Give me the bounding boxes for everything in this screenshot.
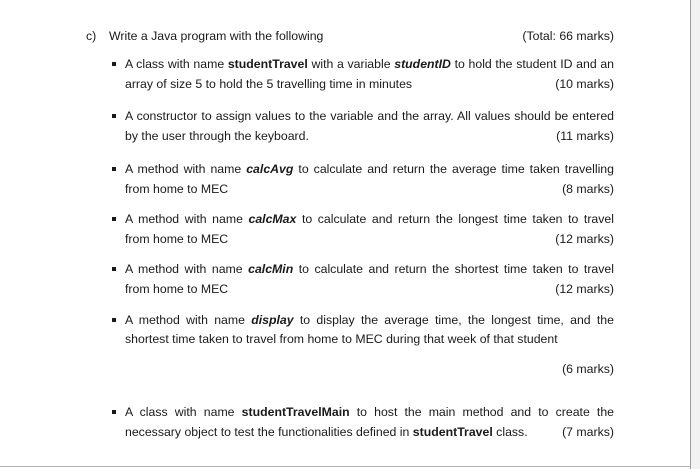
item-line-1: A method with name calcMin to calculate and return the shortest time taken to travel (125, 262, 614, 276)
bullet-icon (112, 62, 116, 66)
item-line-2: from home to MEC (125, 182, 229, 196)
item-line-2: shortest time taken to travel from home to MEC during that week of that student (125, 332, 558, 346)
item-line-1: A class with name studentTravel with a variable studentID to hold the student ID and an (125, 57, 615, 71)
requirement-item-6 (112, 313, 614, 377)
item-marks: (8 marks) (562, 182, 614, 196)
bullet-icon (112, 410, 116, 414)
bullet-icon (112, 114, 116, 118)
item-marks: (12 marks) (555, 282, 614, 296)
bullet-icon (112, 318, 116, 322)
item-line-2: from home to MEC (125, 232, 229, 246)
question-intro: Write a Java program with the following (109, 29, 324, 43)
item-line-1: A method with name display to display the average time, the longest time, and the (125, 313, 614, 327)
item-line-2: array of size 5 to hold the 5 travelling time in minutes (125, 77, 413, 91)
item-line-2: by the user through the keyboard. (125, 129, 309, 143)
question-header (86, 29, 614, 45)
requirement-item-5 (112, 262, 614, 298)
scrollbar-track[interactable] (691, 0, 700, 469)
item-line-1: A method with name calcAvg to calculate and return the average time taken travelling (125, 162, 614, 176)
item-marks: (12 marks) (555, 232, 614, 246)
requirement-item-3 (112, 162, 614, 198)
requirement-item-4 (112, 212, 614, 248)
question-letter: c) (86, 29, 97, 43)
requirement-item-7 (112, 405, 614, 441)
item-marks: (7 marks) (562, 425, 614, 439)
item-marks: (10 marks) (555, 77, 614, 91)
item-line-1: A constructor to assign values to the variable and the array. All values should be entered (125, 109, 614, 123)
question-total-marks: (Total: 66 marks) (522, 29, 614, 43)
bullet-icon (112, 267, 116, 271)
requirement-item-2 (112, 109, 614, 145)
page-bottom-edge (0, 466, 691, 467)
item-marks: (11 marks) (556, 129, 614, 143)
item-marks: (6 marks) (562, 362, 614, 376)
bullet-icon (112, 217, 116, 221)
requirement-item-1 (112, 57, 614, 93)
item-line-2: from home to MEC (125, 282, 229, 296)
item-line-1: A class with name studentTravelMain to host the main method and to create the (125, 405, 614, 419)
item-line-2: necessary object to test the functionalities defined in studentTravel class. (125, 425, 528, 439)
bullet-icon (112, 167, 116, 171)
item-line-1: A method with name calcMax to calculate and return the longest time taken to travel (125, 212, 614, 226)
